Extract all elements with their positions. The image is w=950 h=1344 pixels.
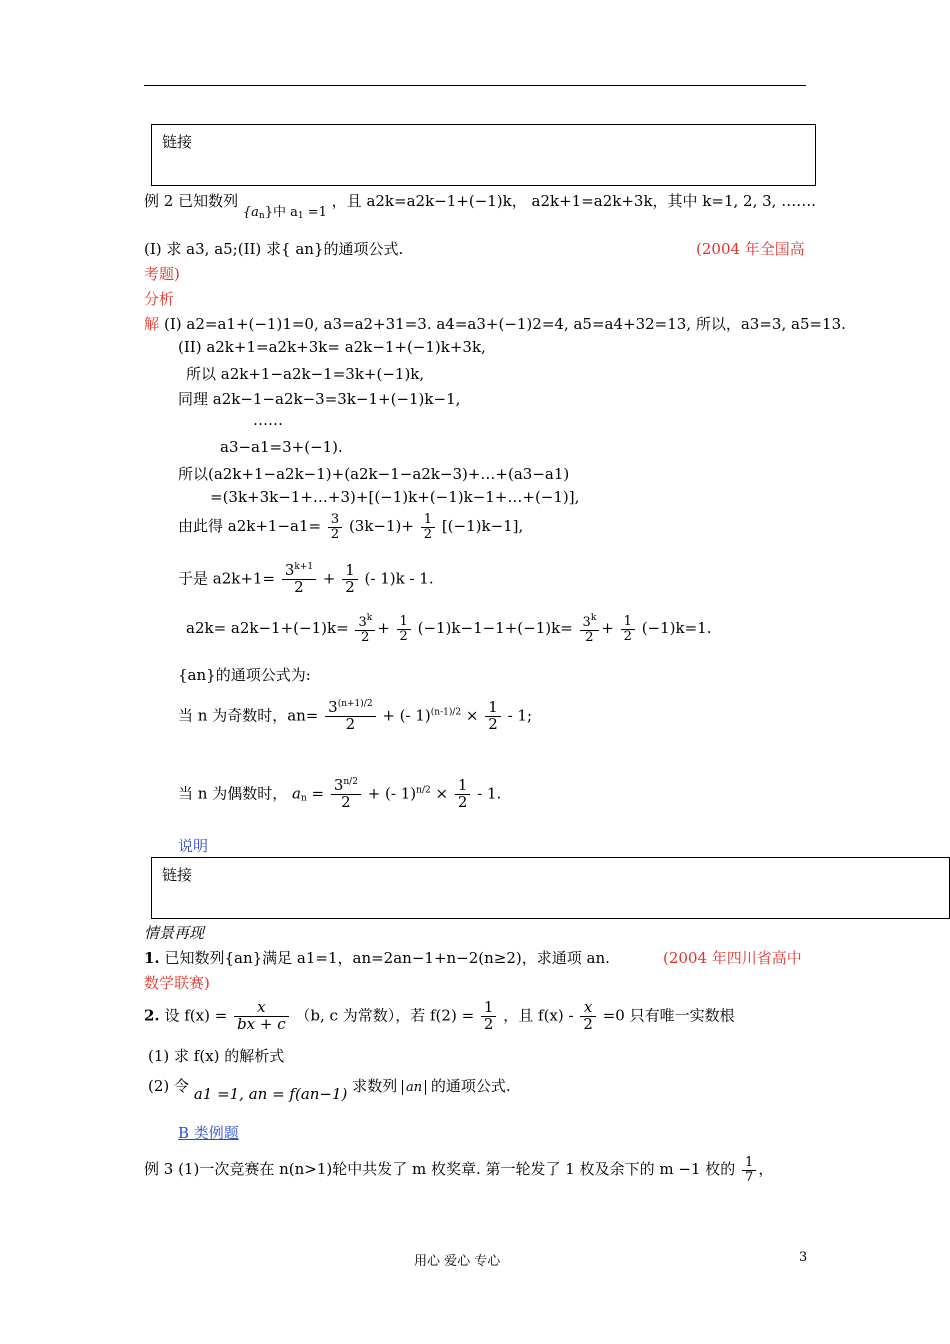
odd-case-prefix: 当 n 为奇数时，an= (178, 706, 319, 725)
solution-line-13: 当 n 为奇数时，an= $\frac{3^{(n+1)/2}}{2}$ + (- 1)$^{(n-1)/2}$ × $\frac{1}{2}$ - 1; (178, 698, 532, 733)
problem-2-part-2-request: 求数列 (352, 1077, 398, 1095)
question-source-1: (2004 年全国高 (696, 240, 805, 258)
even-case-suffix: - 1. (477, 784, 502, 803)
fraction-x-over-2: $\frac{x}{2}$ (580, 1000, 596, 1033)
solution-line-10-suffix: (- 1)k - 1. (364, 569, 434, 588)
fraction-even-power: $\frac{3^{n/2}}{2}$ (331, 778, 361, 811)
fraction-one-half-d: $\frac{1}{2}$ (621, 615, 635, 643)
solution-line-10: 于是 a2k+1= $\frac{3^{k+1}}{2}$ + $\frac{1}{2}$ (- 1)k - 1. (178, 561, 434, 596)
problem-2-part-1: (1) 求 f(x) 的解析式 (148, 1047, 285, 1065)
solution-line-11: a2k= a2k−1+(−1)k= $\frac{3^k}{2}$ + $\frac{1}{2}$ (−1)k−1−1+(−1)k= $\frac{3^k}{2}$ + $\frac{1}{2}$ (−1)k=1. (186, 613, 712, 645)
link-box-2 (151, 857, 950, 919)
solution-line-6: a3−a1=3+(−1). (220, 438, 343, 456)
problem-2-part-2-prefix: (2) 令 (148, 1077, 190, 1095)
fraction-x-over-bx-plus-c: $\frac{x}{bx + c}$ (234, 1000, 289, 1033)
solution-line-7: 所以(a2k+1−a2k−1)+(a2k−1−a2k−3)+…+(a3−a1) (178, 465, 570, 483)
fraction-one-seventh: $\frac{1}{7}$ (742, 1156, 756, 1184)
example-2-line: 例 2 已知数列 $\{a_n\}$中 $a_1 =1$ ，且 a2k=a2k−1+(−1)k， a2k+1=a2k+3k，其中 k=1, 2, 3, ……. (144, 192, 816, 221)
note-heading: 说明 (178, 837, 209, 855)
example-3-text: 例 3 (1)一次竞赛在 n(n>1)轮中共发了 m 枚奖章. 第一轮发了 1 枚及余下的 m −1 枚的 (144, 1160, 736, 1179)
sequence-condition: }中 a (264, 205, 298, 220)
solution-line-1: (I) a2=a1+(−1)1=0, a3=a2+31=3. a4=a3+(−1)2=4, a5=a4+32=13, 所以，a3=3, a5=13. (164, 315, 846, 333)
sequence-an: an (402, 1080, 426, 1095)
link-box-label-2: 链接 (162, 866, 193, 884)
footer-motto: 用心 爱心 专心 (414, 1254, 501, 1269)
solution-line-9-prefix: 由此得 a2k+1−a1= (178, 517, 322, 536)
fraction-odd-power: $\frac{3^{(n+1)/2}}{2}$ (325, 700, 375, 733)
fraction-one-half-e: $\frac{1}{2}$ (485, 700, 501, 733)
fraction-one-half: $\frac{1}{2}$ (421, 513, 435, 541)
sequence-symbol: {a (242, 205, 259, 220)
fraction-one-half-f: $\frac{1}{2}$ (455, 778, 471, 811)
question-source-2: 考题) (144, 265, 180, 283)
problem-1-text: 已知数列{an}满足 a1=1，an=2an−1+n−2(n≥2)，求通项 an. (164, 949, 610, 967)
problem-2 (144, 1000, 735, 1033)
page-number: 3 (799, 1250, 808, 1265)
recurrence-condition: ，且 a2k=a2k−1+(−1)k， a2k+1=a2k+3k，其中 k=1, 2, 3, ……. (331, 192, 816, 210)
solution-ellipsis: …… (253, 411, 283, 429)
fraction-3-pow-k-over-2-b: $\frac{3^k}{2}$ (580, 614, 600, 644)
solution-line-8: =(3k+3k−1+…+3)+[(−1)k+(−1)k−1+…+(−1)], (210, 488, 580, 506)
fraction-one-half-c: $\frac{1}{2}$ (397, 615, 411, 643)
fraction-one-half-b: $\frac{1}{2}$ (342, 563, 358, 596)
example-2-prefix: 例 2 已知数列 (144, 192, 239, 210)
solution-line-11-prefix: a2k= a2k−1+(−1)k= (186, 619, 349, 638)
solution-heading: 解 (144, 315, 160, 333)
solution-line-4: 同理 a2k−1−a2k−3=3k−1+(−1)k−1, (178, 390, 461, 408)
problem-1-number: 1. (144, 949, 160, 967)
solution-line-9 (178, 513, 523, 541)
solution-line-12: {an}的通项公式为: (178, 666, 311, 684)
problem-1-source-2: 数学联赛) (144, 974, 210, 992)
problem-2-recurrence: a1 =1, an = f(an−1) (193, 1085, 348, 1103)
solution-line-11-middle: (−1)k−1−1+(−1)k= (417, 619, 573, 638)
problem-2-root-condition: =0 只有唯一实数根 (602, 1006, 735, 1025)
example-3: 例 3 (1)一次竞赛在 n(n>1)轮中共发了 m 枚奖章. 第一轮发了 1 枚及余下的 m −1 枚的 $\frac{1}{7}$ ， (144, 1155, 774, 1185)
fraction-one-half-g: $\frac{1}{2}$ (481, 1000, 497, 1033)
solution-line-14: 当 n 为偶数时， $a_n$ = $\frac{3^{n/2}}{2}$ + (- 1)$^{n/2}$ × $\frac{1}{2}$ - 1. (178, 776, 502, 811)
fraction-three-halves: $\frac{3}{2}$ (328, 513, 342, 541)
solution-line-10-prefix: 于是 a2k+1= (178, 569, 276, 588)
solution-line-2: (II) a2k+1=a2k+3k= a2k−1+(−1)k+3k, (178, 338, 486, 356)
initial-value: =1 (303, 205, 327, 220)
even-case-prefix: 当 n 为偶数时， (178, 784, 288, 803)
problem-1-source-1: (2004 年四川省高中 (663, 949, 802, 967)
odd-case-suffix: - 1; (507, 706, 532, 725)
link-box-1 (151, 124, 816, 186)
question-text: (I) 求 a3, a5;(II) 求{ an}的通项公式. (144, 240, 404, 258)
problem-2-number: 2. (144, 1006, 160, 1025)
link-box-label: 链接 (162, 133, 193, 151)
scenario-heading: 情景再现 (144, 924, 205, 942)
solution-line-9-suffix: [(−1)k−1], (441, 517, 524, 536)
fraction-3-pow-k-over-2: $\frac{3^k}{2}$ (355, 614, 375, 644)
solution-line-3: 所以 a2k+1−a2k−1=3k+(−1)k, (186, 365, 425, 383)
problem-1 (144, 947, 610, 968)
problem-2-equation: ，且 f(x) - (503, 1006, 574, 1025)
fraction-3-pow-k1-over-2: $\frac{3^{k+1}}{2}$ (282, 563, 316, 596)
header-rule (144, 85, 806, 86)
analysis-heading: 分析 (144, 290, 175, 308)
problem-2-function: 设 f(x) = (164, 1006, 228, 1025)
section-b-link[interactable]: B 类例题 (178, 1124, 239, 1142)
solution-line-11-suffix: (−1)k=1. (641, 619, 712, 638)
problem-2-part-2-suffix: 的通项公式. (430, 1077, 511, 1095)
problem-2-part-2 (148, 1075, 511, 1103)
solution-line-9-middle: (3k−1)+ (348, 517, 414, 536)
problem-2-constants: （b, c 为常数），若 f(2) = (295, 1006, 475, 1025)
